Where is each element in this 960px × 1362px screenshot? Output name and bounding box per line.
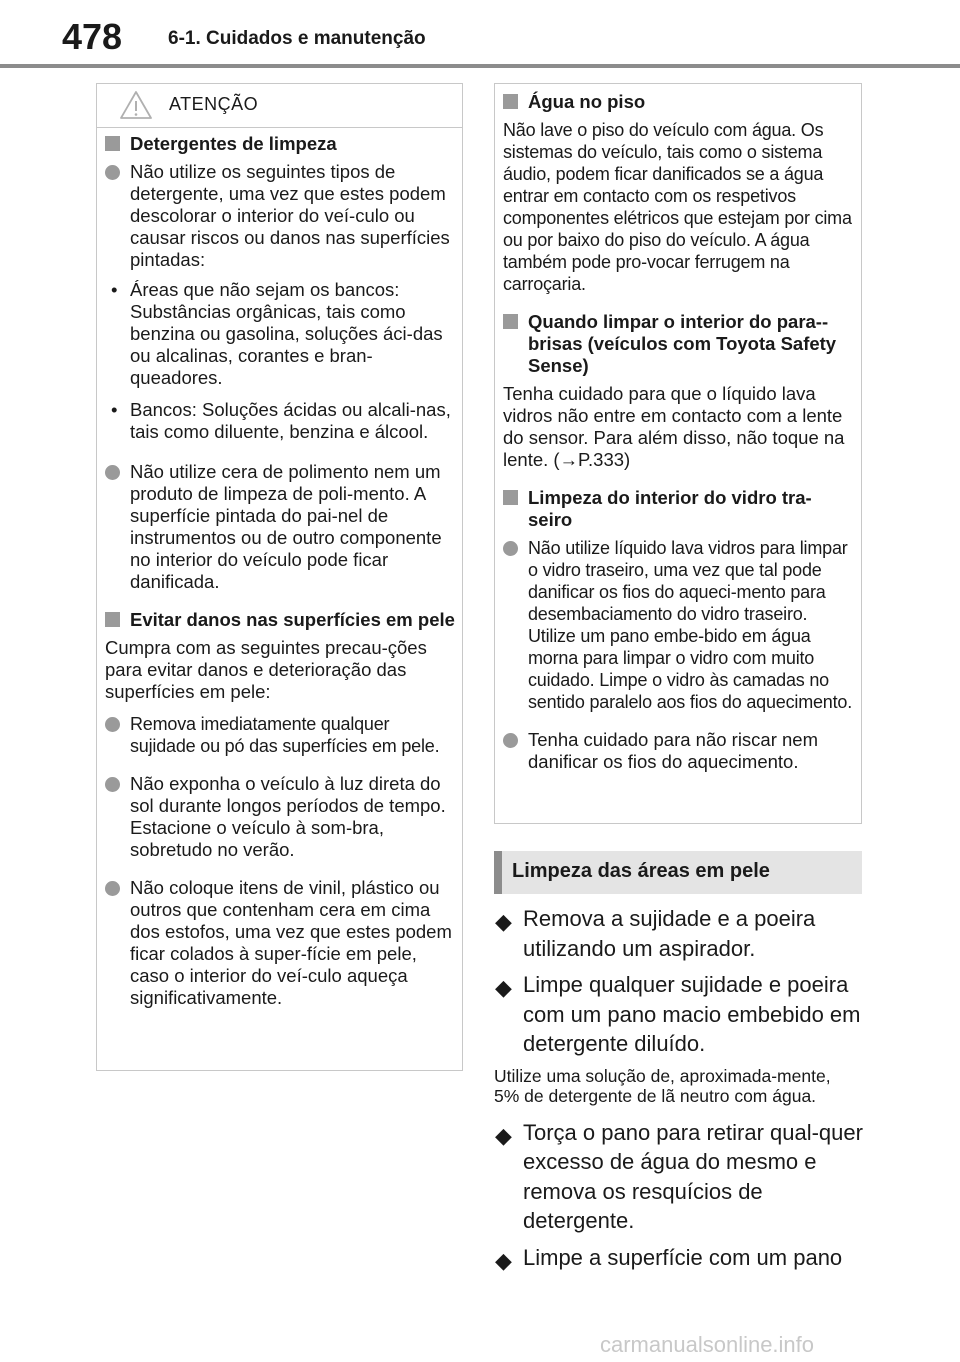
- diamond-bullet-icon: ◆: [495, 1122, 512, 1148]
- list-item: [105, 877, 456, 1009]
- list-item-text: Não utilize líquido lava vidros para limpar o vidro traseiro, uma vez que tal pode danificar os fios do aqueci-mento para desembaciamento do vidro traseiro. Utilize um pano embe-bido em água morna para limpar o vidro com muito cuidado. Limpe o vidro às camadas no sentido paralelo aos fios do aquecimento.: [528, 538, 853, 712]
- circle-bullet-icon: [503, 733, 518, 748]
- list-item: [105, 773, 456, 861]
- band-accent-bar: [494, 851, 502, 894]
- note-text: Utilize uma solução de, aproximada-mente, 5% de detergente de lã neutro com água.: [494, 1065, 831, 1106]
- list-item: [105, 399, 456, 443]
- list-item: [105, 279, 456, 389]
- diamond-bullet-icon: ◆: [495, 1247, 512, 1273]
- caution-body: [97, 128, 462, 1009]
- step-item: [494, 1243, 874, 1273]
- section-heading: Limpeza das áreas em pele: [512, 860, 770, 882]
- page-number: 478: [62, 16, 123, 57]
- section-heading-band: [494, 851, 862, 894]
- dash-bullet-icon: •: [111, 399, 118, 420]
- square-marker-icon: [105, 612, 120, 627]
- leather-steps: [494, 904, 874, 1279]
- step-text: Limpe a superfície com um pano: [523, 1244, 843, 1270]
- list-item-text: Remova imediatamente qualquer sujidade ou pó das superfícies em pele.: [130, 714, 440, 756]
- square-marker-icon: [105, 136, 120, 151]
- list-item-text: Tenha cuidado para não riscar nem danificar os fios do aquecimento.: [528, 729, 819, 772]
- subheading-detergents: [105, 133, 456, 155]
- list-item-text: Não coloque itens de vinil, plástico ou outros que contenham cera em cima dos estofos, uma vez que estes podem ficar colados à super-fície em pele, caso o interior do veí-culo aqueça significativamente.: [130, 877, 452, 1008]
- list-item-text: Bancos: Soluções ácidas ou alcali-nas, tais como diluente, benzina e álcool.: [130, 399, 451, 442]
- square-marker-icon: [503, 94, 518, 109]
- list-item: [105, 161, 456, 271]
- paragraph: Tenha cuidado para que o líquido lava vidros não entre em contacto com a lente do sensor. Para além disso, não toque na lente. (→P.333): [503, 383, 845, 470]
- circle-bullet-icon: [105, 717, 120, 732]
- subheading-rear-window: [503, 487, 853, 531]
- circle-bullet-icon: [503, 541, 518, 556]
- list-item-text: Áreas que não sejam os bancos: Substâncias orgânicas, tais como benzina ou gasolina, soluções áci-das ou alcalinas, corantes e bran-queadores.: [130, 279, 443, 388]
- caution-box: [96, 83, 463, 1071]
- caution-title: ATENÇÃO: [169, 94, 259, 114]
- warning-triangle-icon: [119, 90, 153, 120]
- step-item: [494, 970, 874, 1059]
- watermark: carmanualsonline.info: [600, 1332, 815, 1357]
- circle-bullet-icon: [105, 881, 120, 896]
- dash-bullet-icon: •: [111, 279, 118, 300]
- diamond-bullet-icon: ◆: [495, 975, 512, 1000]
- paragraph: Cumpra com as seguintes precau-ções para evitar danos e deterioração das superfícies em pele:: [105, 637, 427, 702]
- step-text: Torça o pano para retirar qual-quer excesso de água do mesmo e remova os resquícios de detergente.: [523, 1119, 863, 1233]
- diamond-bullet-icon: ◆: [495, 909, 512, 934]
- paragraph: Não lave o piso do veículo com água. Os sistemas do veículo, tais como o sistema áudio, podem ficar danificados se a água entrar em contacto com os respetivos componentes elétricos que estejam por cima ou por baixo do piso do veículo. A água também pode pro-vocar ferrugem na carroçaria.: [503, 120, 852, 294]
- subheading-windshield: [503, 311, 853, 377]
- list-item: [503, 537, 853, 713]
- square-marker-icon: [503, 490, 518, 505]
- page-header: [0, 0, 960, 70]
- list-item: [503, 729, 853, 773]
- list-item-text: Não utilize os seguintes tipos de detergente, uma vez que estes podem descolorar o interior do veí-culo ou causar riscos ou danos nas superfícies pintadas:: [130, 161, 450, 270]
- circle-bullet-icon: [105, 165, 120, 180]
- info-box: [494, 83, 862, 824]
- list-item: [105, 461, 456, 593]
- subheading-text: Detergentes de limpeza: [130, 133, 337, 154]
- circle-bullet-icon: [105, 465, 120, 480]
- list-item: [105, 713, 456, 757]
- section-title: 6-1. Cuidados e manutenção: [168, 28, 426, 49]
- square-marker-icon: [503, 314, 518, 329]
- step-item: [494, 1118, 874, 1236]
- step-item: [494, 904, 874, 963]
- step-text: Remova a sujidade e a poeira utilizando um aspirador.: [523, 906, 816, 961]
- header-divider: [0, 64, 960, 68]
- subheading-leather-damage: [105, 609, 456, 631]
- subheading-text: Limpeza do interior do vidro tra-seiro: [528, 487, 812, 530]
- subheading-text: Quando limpar o interior do para--brisas (veículos com Toyota Safety Sense): [528, 311, 837, 376]
- subheading-floor-water: [503, 91, 853, 113]
- subheading-text: Água no piso: [528, 91, 646, 112]
- list-item-text: Não exponha o veículo à luz direta do sol durante longos períodos de tempo. Estacione o veículo à som-bra, sobretudo no verão.: [130, 773, 446, 860]
- step-text: Limpe qualquer sujidade e poeira com um pano macio embebido em detergente diluído.: [523, 972, 861, 1056]
- subheading-text: Evitar danos nas superfícies em pele: [130, 609, 455, 630]
- list-item-text: Não utilize cera de polimento nem um produto de limpeza de poli-mento. A superfície pintada do pai-nel de instrumentos ou de outro componente no interior do veículo pode ficar danificada.: [130, 461, 442, 592]
- circle-bullet-icon: [105, 777, 120, 792]
- caution-header: [97, 84, 462, 128]
